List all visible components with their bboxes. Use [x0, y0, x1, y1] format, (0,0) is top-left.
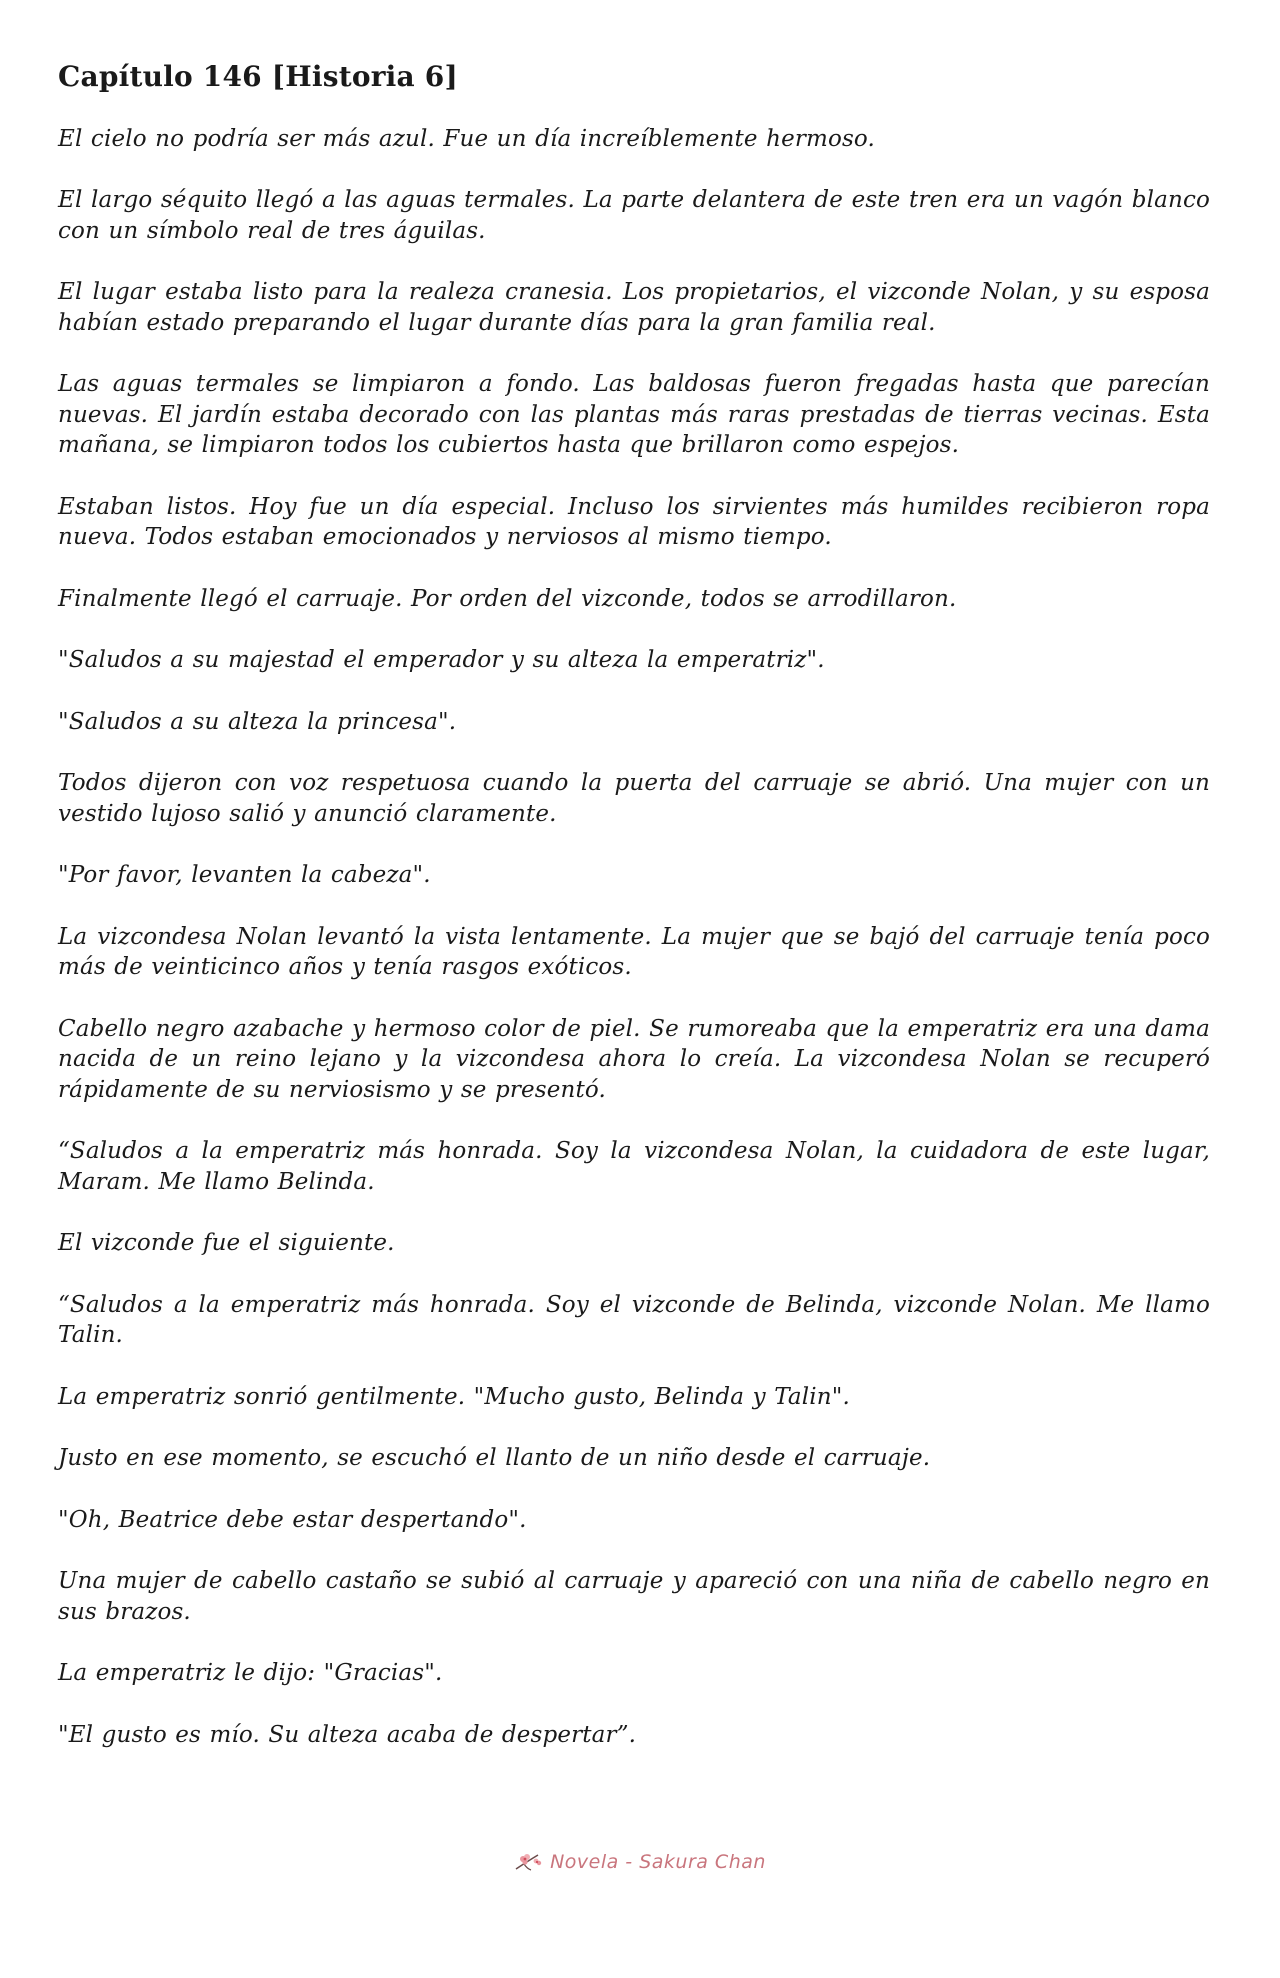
paragraph: Justo en ese momento, se escuchó el llanto de un niño desde el carruaje. [58, 1445, 931, 1472]
chapter-title: Capítulo 146 [Historia 6] [58, 60, 458, 93]
paragraph: "El gusto es mío. Su alteza acaba de despertar”. [58, 1721, 637, 1748]
paragraph: El cielo no podría ser más azul. Fue un día increíblemente hermoso. [58, 125, 875, 152]
paragraph: “Saludos a la emperatriz más honrada. Soy el vizconde de Belinda, vizconde Nolan. Me llamo Talin. [58, 1291, 1210, 1349]
cherry-blossom-icon [514, 1851, 544, 1873]
watermark-text: Novela - Sakura Chan [550, 1851, 766, 1873]
paragraph: “Saludos a la emperatriz más honrada. Soy la vizcondesa Nolan, la cuidadora de este lugar, Maram. Me llamo Belinda. [58, 1138, 1210, 1195]
paragraph: Una mujer de cabello castaño se subió al carruaje y apareció con una niña de cabello negro en sus brazos. [58, 1568, 1210, 1625]
paragraph: Finalmente llegó el carruaje. Por orden del vizconde, todos se arrodillaron. [58, 585, 957, 612]
paragraph: Cabello negro azabache y hermoso color de piel. Se rumoreaba que la emperatriz era una dama nacida de un reino lejano y la vizcondesa ahora lo creía. La vizcondesa Nolan se recuperó rápidamente de su nerviosismo y se presentó. [58, 1015, 1210, 1103]
paragraph: La emperatriz le dijo: "Gracias". [58, 1660, 443, 1687]
paragraph: El vizconde fue el siguiente. [58, 1230, 395, 1257]
paragraph: Estaban listos. Hoy fue un día especial. Incluso los sirvientes más humildes recibieron ropa nueva. Todos estaban emocionados y nerviosos al mismo tiempo. [58, 493, 1210, 551]
paragraph: La emperatriz sonrió gentilmente. "Mucho gusto, Belinda y Talin". [58, 1383, 850, 1410]
paragraph: La vizcondesa Nolan levantó la vista lentamente. La mujer que se bajó del carruaje tenía poco más de veinticinco años y tenía rasgos exóticos. [58, 923, 1210, 981]
paragraph: El largo séquito llegó a las aguas termales. La parte delantera de este tren era un vagón blanco con un símbolo real de tres águilas. [58, 187, 1210, 244]
paragraph: "Saludos a su majestad el emperador y su alteza la emperatriz". [58, 647, 825, 674]
paragraph: "Oh, Beatrice debe estar despertando". [58, 1506, 527, 1533]
paragraph: El lugar estaba listo para la realeza cranesia. Los propietarios, el vizconde Nolan, y su esposa habían estado preparando el lugar durante días para la gran familia real. [58, 279, 1210, 336]
paragraph: "Por favor, levanten la cabeza". [58, 862, 431, 889]
watermark [0, 1851, 1280, 1873]
paragraph: Las aguas termales se limpiaron a fondo. Las baldosas fueron fregadas hasta que parecían nuevas. El jardín estaba decorado con las plantas más raras prestadas de tierras vecinas. Esta mañana, se limpiaron todos los cubiertos hasta que brillaron como espejos. [58, 371, 1210, 459]
paragraph: "Saludos a su alteza la princesa". [58, 708, 457, 735]
document-page [58, 52, 1210, 1781]
paragraph: Todos dijeron con voz respetuosa cuando la puerta del carruaje se abrió. Una mujer con un vestido lujoso salió y anunció claramente. [58, 770, 1210, 827]
